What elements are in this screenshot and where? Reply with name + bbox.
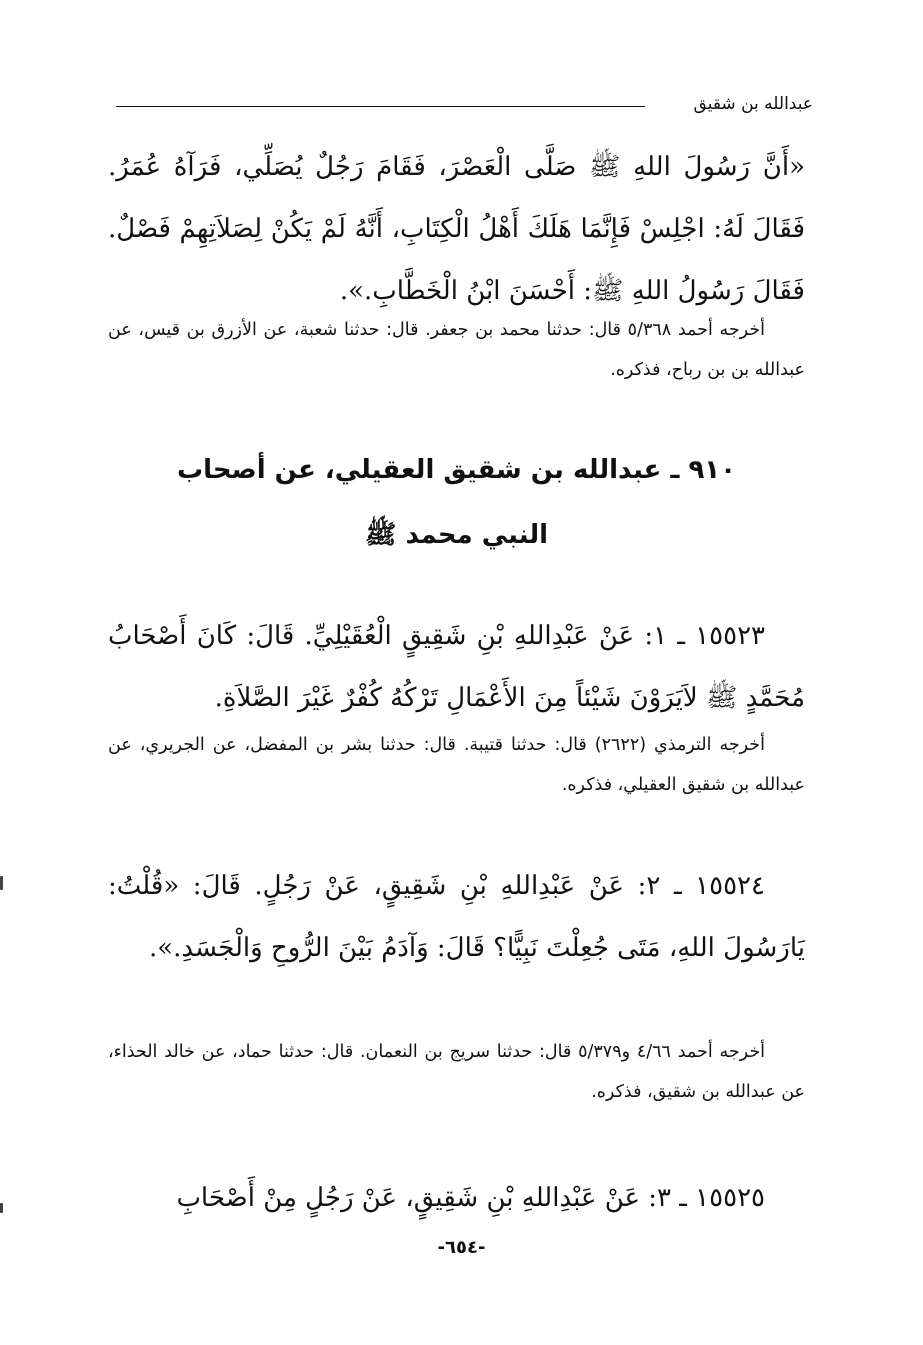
hadith-15523-takhrij-text: أخرجه الترمذي (٢٦٢٢) قال: حدثنا قتيبة. قال: حدثنا بشر بن المفضل، عن الجريري، عن عبدالله بن شقيق العقيلي، فذكره. <box>108 735 805 795</box>
hadith-15522-matn: «أَنَّ رَسُولَ اللهِ ﷺ صَلَّى الْعَصْرَ، فَقَامَ رَجُلٌ يُصَلِّي، فَرَآهُ عُمَرُ. فَقَالَ لَهُ: اجْلِسْ فَإِنَّمَا هَلَكَ أَهْلُ الْكِتَابِ، أَنَّهُ لَمْ يَكُنْ لِصَلاَتِهِمْ فَصْلٌ. فَقَالَ رَسُولُ اللهِ ﷺ: أَحْسَنَ ابْنُ الْخَطَّابِ.». <box>108 152 805 306</box>
scan-edge-mark <box>0 876 3 890</box>
hadith-15525-matn <box>108 1167 805 1229</box>
page-number: -٦٥٤- <box>437 1237 486 1258</box>
hadith-15523-matn <box>108 605 805 729</box>
chapter-heading-line-2: النبي محمد ﷺ <box>364 520 548 550</box>
hadith-15522-takhrij-text: أخرجه أحمد ٥/٣٦٨ قال: حدثنا محمد بن جعفر. قال: حدثنا شعبة، عن الأزرق بن قيس، عن عبدالله بن بن رباح، فذكره. <box>108 320 805 380</box>
running-header <box>116 92 813 120</box>
hadith-15525-matn-text: ١٥٥٢٥ ـ ٣: عَنْ عَبْدِاللهِ بْنِ شَقِيقٍ، عَنْ رَجُلٍ مِنْ أَصْحَابِ <box>176 1183 765 1213</box>
hadith-15524-matn-text: ١٥٥٢٤ ـ ٢: عَنْ عَبْدِاللهِ بْنِ شَقِيقٍ، عَنْ رَجُلٍ. قَالَ: «قُلْتُ: يَارَسُولَ اللهِ، مَتَى جُعِلْتَ نَبِيًّا؟ قَالَ: وَآدَمُ بَيْنَ الرُّوحِ وَالْجَسَدِ.». <box>108 871 805 963</box>
hadith-15524-takhrij-text: أخرجه أحمد ٤/٦٦ و٥/٣٧٩ قال: حدثنا سريج بن النعمان. قال: حدثنا حماد، عن خالد الحذاء، عن عبدالله بن شقيق، فذكره. <box>108 1042 805 1102</box>
hadith-15524-matn <box>108 855 805 979</box>
chapter-heading-line-1: ٩١٠ ـ عبدالله بن شقيق العقيلي، عن أصحاب <box>176 455 737 485</box>
header-rule <box>116 106 645 107</box>
scan-edge-mark <box>0 1203 3 1213</box>
hadith-15522-takhrij <box>108 310 805 390</box>
hadith-15523-matn-text: ١٥٥٢٣ ـ ١: عَنْ عَبْدِاللهِ بْنِ شَقِيقٍ الْعُقَيْلِيِّ. قَالَ: كَانَ أَصْحَابُ مُحَمَّدٍ ﷺ لاَيَرَوْنَ شَيْئاً مِنَ الأَعْمَالِ تَرْكُهُ كُفْرٌ غَيْرَ الصَّلاَةِ. <box>108 621 805 713</box>
hadith-15523-takhrij <box>108 725 805 805</box>
running-title: عبدالله بن شقيق <box>693 94 813 114</box>
hadith-15524-takhrij <box>108 1032 805 1112</box>
